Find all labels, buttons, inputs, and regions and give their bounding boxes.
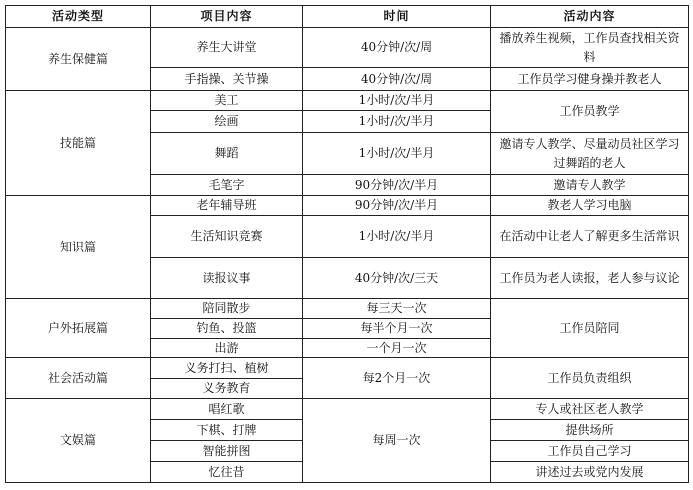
content-cell: 工作员学习健身操并教老人 bbox=[491, 68, 689, 91]
header-activity-type: 活动类型 bbox=[6, 6, 151, 28]
table-row bbox=[6, 399, 689, 420]
table-row bbox=[6, 91, 689, 111]
time-cell: 40分钟/次/周 bbox=[303, 28, 491, 68]
header-time: 时间 bbox=[303, 6, 491, 28]
project-cell: 绘画 bbox=[151, 111, 303, 133]
time-cell: 一个月一次 bbox=[303, 339, 491, 358]
table-row bbox=[6, 196, 689, 216]
time-cell: 40分钟/次/三天 bbox=[303, 258, 491, 299]
content-cell: 教老人学习电脑 bbox=[491, 196, 689, 216]
table-row bbox=[6, 299, 689, 319]
content-cell: 邀请专人教学 bbox=[491, 175, 689, 196]
activity-table bbox=[5, 5, 689, 483]
time-cell: 1小时/次/半月 bbox=[303, 216, 491, 258]
content-cell bbox=[491, 258, 689, 299]
project-cell: 养生大讲堂 bbox=[151, 28, 303, 68]
activity-type-cell: 养生保健篇 bbox=[6, 28, 151, 91]
project-cell: 义务打扫、植树 bbox=[151, 358, 303, 379]
time-cell: 1小时/次/半月 bbox=[303, 91, 491, 111]
time-cell: 40分钟/次/周 bbox=[303, 68, 491, 91]
content-cell: 工作员负责组织 bbox=[491, 358, 689, 399]
time-cell: 1小时/次/半月 bbox=[303, 133, 491, 175]
header-row bbox=[6, 6, 689, 28]
content-text: 在活动中让老人了解更多生活常识 bbox=[499, 229, 680, 243]
content-cell bbox=[491, 133, 689, 175]
activity-type-cell: 知识篇 bbox=[6, 196, 151, 299]
project-cell: 出游 bbox=[151, 339, 303, 358]
project-cell: 智能拼图 bbox=[151, 441, 303, 462]
project-cell: 下棋、打牌 bbox=[151, 420, 303, 441]
time-cell: 90分钟/次/半月 bbox=[303, 175, 491, 196]
project-cell: 钓鱼、投篮 bbox=[151, 319, 303, 339]
time-cell: 1小时/次/半月 bbox=[303, 111, 491, 133]
header-project: 项目内容 bbox=[151, 6, 303, 28]
project-cell: 生活知识竞赛 bbox=[151, 216, 303, 258]
time-cell: 每三天一次 bbox=[303, 299, 491, 319]
project-cell: 忆往昔 bbox=[151, 462, 303, 483]
table-row bbox=[6, 28, 689, 68]
content-cell: 提供场所 bbox=[491, 420, 689, 441]
content-cell: 工作员自己学习 bbox=[491, 441, 689, 462]
project-cell: 陪同散步 bbox=[151, 299, 303, 319]
content-cell bbox=[491, 216, 689, 258]
activity-type-cell: 技能篇 bbox=[6, 91, 151, 196]
content-cell: 工作员教学 bbox=[491, 91, 689, 133]
time-cell: 每周一次 bbox=[303, 399, 491, 483]
activity-type-cell: 户外拓展篇 bbox=[6, 299, 151, 358]
content-cell: 工作员陪同 bbox=[491, 299, 689, 358]
project-cell: 义务教育 bbox=[151, 379, 303, 399]
time-cell: 每半个月一次 bbox=[303, 319, 491, 339]
project-cell: 毛笔字 bbox=[151, 175, 303, 196]
content-text: 邀请专人教学、尽量动员社区学习过舞蹈的老人 bbox=[499, 136, 680, 170]
project-cell: 老年辅导班 bbox=[151, 196, 303, 216]
project-cell: 舞蹈 bbox=[151, 133, 303, 175]
time-cell: 90分钟/次/半月 bbox=[303, 196, 491, 216]
project-cell: 美工 bbox=[151, 91, 303, 111]
content-cell: 讲述过去或党内发展 bbox=[491, 462, 689, 483]
project-cell: 读报议事 bbox=[151, 258, 303, 299]
content-text: 播放养生视频，工作员查找相关资料 bbox=[499, 30, 680, 64]
table-row bbox=[6, 358, 689, 379]
content-cell: 专人或社区老人教学 bbox=[491, 399, 689, 420]
activity-type-cell: 社会活动篇 bbox=[6, 358, 151, 399]
project-cell: 手指操、关节操 bbox=[151, 68, 303, 91]
time-cell: 每2个月一次 bbox=[303, 358, 491, 399]
project-cell: 唱红歌 bbox=[151, 399, 303, 420]
content-text: 工作员为老人读报，老人参与议论 bbox=[499, 270, 680, 285]
header-activity-content: 活动内容 bbox=[491, 6, 689, 28]
content-cell bbox=[491, 28, 689, 68]
activity-type-cell: 文娱篇 bbox=[6, 399, 151, 483]
